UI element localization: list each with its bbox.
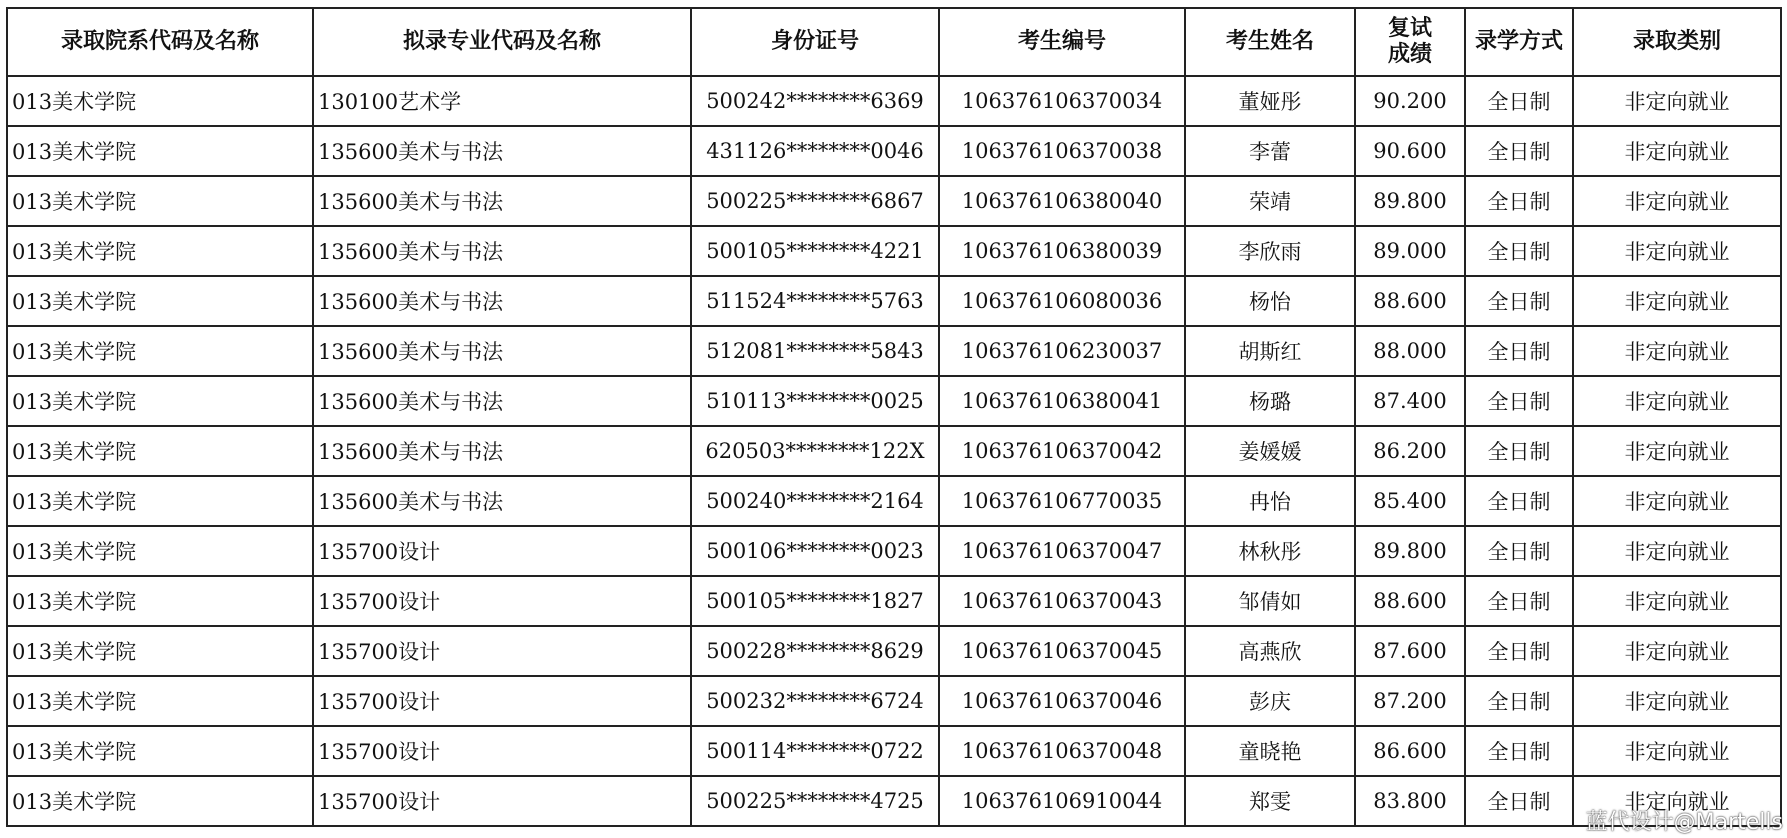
table-row [7,426,1781,476]
cell-name: 李蕾 [1185,126,1355,176]
cell-id-number: 511524********5763 [691,276,939,326]
cell-id-number: 500225********4725 [691,776,939,826]
cell-major: 135700设计 [313,726,691,776]
cell-study-mode: 全日制 [1465,676,1573,726]
cell-exam-id: 106376106370048 [939,726,1185,776]
cell-id-number: 620503********122X [691,426,939,476]
cell-score: 88.600 [1355,576,1465,626]
cell-major: 135700设计 [313,776,691,826]
cell-category: 非定向就业 [1573,226,1781,276]
cell-exam-id: 106376106370034 [939,76,1185,126]
cell-score: 89.800 [1355,176,1465,226]
table-row [7,526,1781,576]
cell-major: 135600美术与书法 [313,426,691,476]
cell-category: 非定向就业 [1573,176,1781,226]
cell-exam-id: 106376106370047 [939,526,1185,576]
cell-study-mode: 全日制 [1465,526,1573,576]
cell-major: 135600美术与书法 [313,476,691,526]
cell-study-mode: 全日制 [1465,426,1573,476]
table-row [7,126,1781,176]
cell-college: 013美术学院 [7,726,313,776]
table-row [7,476,1781,526]
cell-id-number: 500232********6724 [691,676,939,726]
cell-exam-id: 106376106080036 [939,276,1185,326]
table-row [7,376,1781,426]
admission-table [6,7,1782,827]
cell-study-mode: 全日制 [1465,576,1573,626]
cell-name: 邹倩如 [1185,576,1355,626]
cell-category: 非定向就业 [1573,376,1781,426]
cell-major: 135600美术与书法 [313,176,691,226]
header-score [1355,8,1465,76]
cell-score: 89.000 [1355,226,1465,276]
cell-college: 013美术学院 [7,476,313,526]
header-name: 考生姓名 [1185,8,1355,76]
cell-id-number: 500228********8629 [691,626,939,676]
cell-major: 135700设计 [313,576,691,626]
cell-college: 013美术学院 [7,426,313,476]
cell-category: 非定向就业 [1573,526,1781,576]
watermark: 蓝代设计@Martells [1585,810,1783,835]
cell-name: 彭庆 [1185,676,1355,726]
cell-category: 非定向就业 [1573,276,1781,326]
cell-exam-id: 106376106370042 [939,426,1185,476]
cell-study-mode: 全日制 [1465,226,1573,276]
cell-study-mode: 全日制 [1465,76,1573,126]
cell-college: 013美术学院 [7,376,313,426]
cell-college: 013美术学院 [7,776,313,826]
cell-category: 非定向就业 [1573,676,1781,726]
cell-id-number: 500242********6369 [691,76,939,126]
cell-college: 013美术学院 [7,626,313,676]
header-exam-id: 考生编号 [939,8,1185,76]
cell-category: 非定向就业 [1573,126,1781,176]
header-score-line1: 复试 [1387,16,1432,41]
cell-study-mode: 全日制 [1465,776,1573,826]
cell-college: 013美术学院 [7,176,313,226]
cell-id-number: 512081********5843 [691,326,939,376]
cell-major: 130100艺术学 [313,76,691,126]
cell-name: 童晓艳 [1185,726,1355,776]
header-row [7,8,1781,76]
table-body [7,76,1781,826]
table-row [7,226,1781,276]
table-row [7,776,1781,826]
cell-major: 135600美术与书法 [313,376,691,426]
cell-category: 非定向就业 [1573,576,1781,626]
cell-name: 荣靖 [1185,176,1355,226]
cell-id-number: 510113********0025 [691,376,939,426]
table-header [7,8,1781,76]
cell-category: 非定向就业 [1573,326,1781,376]
cell-exam-id: 106376106380041 [939,376,1185,426]
cell-exam-id: 106376106370045 [939,626,1185,676]
cell-category: 非定向就业 [1573,76,1781,126]
cell-college: 013美术学院 [7,126,313,176]
cell-score: 87.200 [1355,676,1465,726]
cell-score: 86.600 [1355,726,1465,776]
cell-score: 90.600 [1355,126,1465,176]
cell-study-mode: 全日制 [1465,276,1573,326]
cell-name: 姜媛媛 [1185,426,1355,476]
cell-score: 85.400 [1355,476,1465,526]
cell-major: 135600美术与书法 [313,226,691,276]
cell-name: 杨璐 [1185,376,1355,426]
cell-score: 89.800 [1355,526,1465,576]
cell-study-mode: 全日制 [1465,476,1573,526]
cell-study-mode: 全日制 [1465,726,1573,776]
cell-category: 非定向就业 [1573,476,1781,526]
header-college: 录取院系代码及名称 [7,8,313,76]
cell-college: 013美术学院 [7,326,313,376]
table-row [7,726,1781,776]
table-row [7,176,1781,226]
cell-category: 非定向就业 [1573,726,1781,776]
cell-exam-id: 106376106910044 [939,776,1185,826]
cell-score: 86.200 [1355,426,1465,476]
cell-exam-id: 106376106770035 [939,476,1185,526]
table-row [7,576,1781,626]
cell-major: 135600美术与书法 [313,326,691,376]
cell-college: 013美术学院 [7,76,313,126]
table-row [7,626,1781,676]
cell-name: 胡斯红 [1185,326,1355,376]
cell-college: 013美术学院 [7,576,313,626]
cell-id-number: 500105********1827 [691,576,939,626]
cell-score: 88.600 [1355,276,1465,326]
cell-exam-id: 106376106370043 [939,576,1185,626]
cell-name: 李欣雨 [1185,226,1355,276]
header-study-mode: 录学方式 [1465,8,1573,76]
cell-exam-id: 106376106380040 [939,176,1185,226]
cell-study-mode: 全日制 [1465,126,1573,176]
cell-score: 83.800 [1355,776,1465,826]
admission-list-sheet [6,7,1782,827]
cell-exam-id: 106376106370038 [939,126,1185,176]
header-score-line2: 成绩 [1387,42,1432,67]
cell-name: 郑雯 [1185,776,1355,826]
cell-college: 013美术学院 [7,276,313,326]
cell-major: 135600美术与书法 [313,126,691,176]
cell-college: 013美术学院 [7,226,313,276]
cell-id-number: 500106********0023 [691,526,939,576]
cell-major: 135700设计 [313,676,691,726]
table-row [7,326,1781,376]
cell-exam-id: 106376106370046 [939,676,1185,726]
cell-category: 非定向就业 [1573,426,1781,476]
cell-name: 董娅彤 [1185,76,1355,126]
cell-study-mode: 全日制 [1465,326,1573,376]
header-category: 录取类别 [1573,8,1781,76]
cell-id-number: 500240********2164 [691,476,939,526]
cell-score: 87.400 [1355,376,1465,426]
cell-study-mode: 全日制 [1465,176,1573,226]
header-id-number: 身份证号 [691,8,939,76]
cell-category: 非定向就业 [1573,626,1781,676]
cell-major: 135600美术与书法 [313,276,691,326]
cell-study-mode: 全日制 [1465,376,1573,426]
cell-score: 87.600 [1355,626,1465,676]
table-row [7,676,1781,726]
cell-name: 高燕欣 [1185,626,1355,676]
table-row [7,276,1781,326]
cell-major: 135700设计 [313,626,691,676]
cell-exam-id: 106376106230037 [939,326,1185,376]
cell-name: 林秋彤 [1185,526,1355,576]
cell-exam-id: 106376106380039 [939,226,1185,276]
cell-study-mode: 全日制 [1465,626,1573,676]
cell-id-number: 431126********0046 [691,126,939,176]
cell-college: 013美术学院 [7,526,313,576]
cell-score: 90.200 [1355,76,1465,126]
cell-college: 013美术学院 [7,676,313,726]
cell-category: 非定向就业 [1573,776,1781,826]
cell-id-number: 500114********0722 [691,726,939,776]
cell-id-number: 500225********6867 [691,176,939,226]
cell-name: 冉怡 [1185,476,1355,526]
table-row [7,76,1781,126]
cell-name: 杨怡 [1185,276,1355,326]
header-major: 拟录专业代码及名称 [313,8,691,76]
cell-id-number: 500105********4221 [691,226,939,276]
cell-major: 135700设计 [313,526,691,576]
cell-score: 88.000 [1355,326,1465,376]
